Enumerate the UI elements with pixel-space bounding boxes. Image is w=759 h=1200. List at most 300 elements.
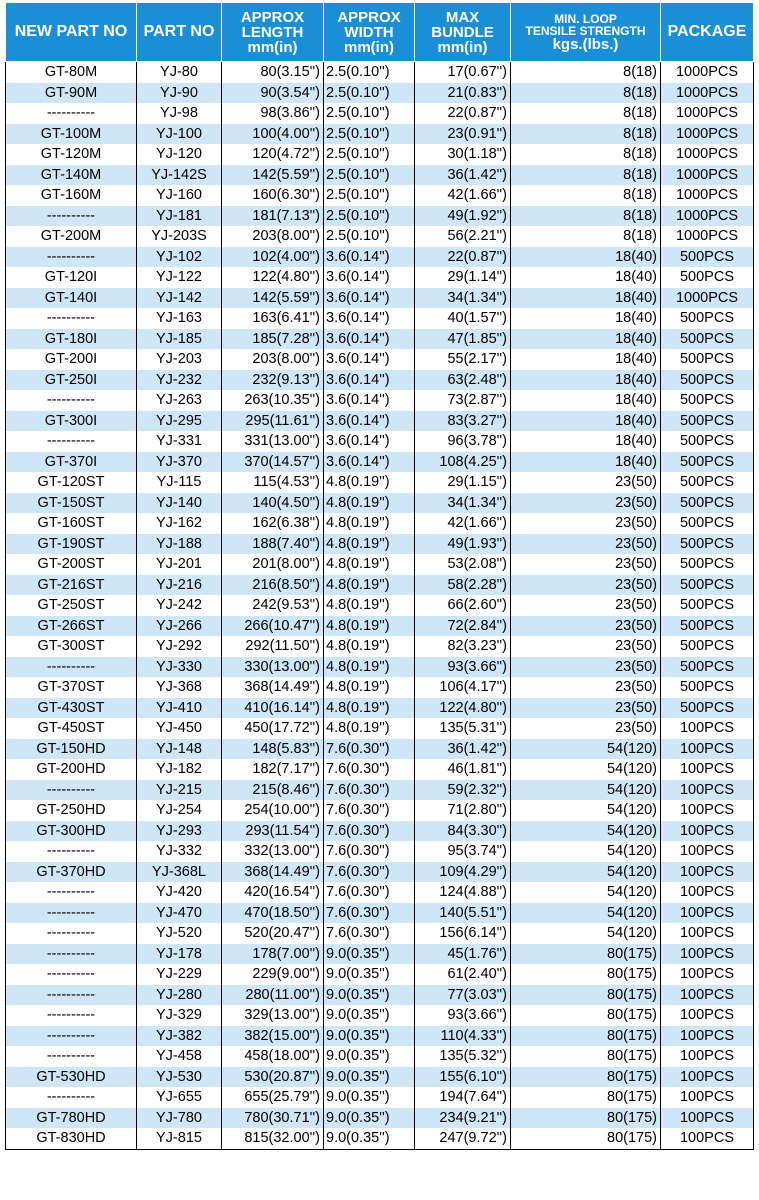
cell-width: 3.6(0.14'') (324, 452, 415, 473)
cell-length: 450(17.72'') (222, 718, 324, 739)
cell-tensile-strength: 23(50) (511, 534, 661, 555)
cell-tensile-strength: 8(18) (511, 185, 661, 206)
cell-package: 500PCS (661, 452, 754, 473)
cell-tensile-strength: 54(120) (511, 841, 661, 862)
cell-bundle: 56(2.21'') (415, 226, 511, 247)
cell-part-no: YJ-181 (137, 206, 222, 227)
header-length (222, 3, 324, 62)
table-row (6, 1087, 754, 1108)
cell-part-no: YJ-203S (137, 226, 222, 247)
cell-width: 2.5(0.10'') (324, 103, 415, 124)
table-row (6, 636, 754, 657)
cell-length: 185(7.28'') (222, 329, 324, 350)
cell-width: 3.6(0.14'') (324, 267, 415, 288)
table-row (6, 780, 754, 801)
cell-package: 500PCS (661, 472, 754, 493)
cell-package: 100PCS (661, 821, 754, 842)
cell-width: 2.5(0.10'') (324, 226, 415, 247)
cell-part-no: YJ-203 (137, 349, 222, 370)
cell-tensile-strength: 54(120) (511, 759, 661, 780)
cell-part-no: YJ-266 (137, 616, 222, 637)
cell-part-no: YJ-229 (137, 964, 222, 985)
cell-width: 4.8(0.19'') (324, 616, 415, 637)
table-row (6, 144, 754, 165)
cell-width: 7.6(0.30'') (324, 800, 415, 821)
cell-part-no: YJ-329 (137, 1005, 222, 1026)
cell-bundle: 124(4.88'') (415, 882, 511, 903)
cell-package: 100PCS (661, 718, 754, 739)
table-row (6, 247, 754, 268)
cell-width: 2.5(0.10'') (324, 165, 415, 186)
cell-width: 9.0(0.35'') (324, 1128, 415, 1149)
cell-width: 3.6(0.14'') (324, 390, 415, 411)
table-row (6, 821, 754, 842)
header-length-line1: APPROX (240, 8, 305, 26)
cell-part-no: YJ-80 (137, 62, 222, 83)
cell-bundle: 82(3.23'') (415, 636, 511, 657)
table-row (6, 288, 754, 309)
cell-new-part-no: GT-200I (6, 349, 137, 370)
cell-bundle: 29(1.15'') (415, 472, 511, 493)
cell-part-no: YJ-450 (137, 718, 222, 739)
table-row (6, 62, 754, 83)
cell-new-part-no: GT-190ST (6, 534, 137, 555)
cell-bundle: 42(1.66'') (415, 185, 511, 206)
cell-bundle: 155(6.10'') (415, 1067, 511, 1088)
cell-tensile-strength: 80(175) (511, 1128, 661, 1149)
table-row (6, 1128, 754, 1149)
cell-part-no: YJ-162 (137, 513, 222, 534)
header-bundle-line1: MAX (445, 8, 480, 26)
cell-package: 500PCS (661, 493, 754, 514)
cell-new-part-no: ---------- (6, 247, 137, 268)
cell-bundle: 21(0.83'') (415, 83, 511, 104)
cell-bundle: 122(4.80'') (415, 698, 511, 719)
cell-package: 100PCS (661, 1046, 754, 1067)
cell-package: 100PCS (661, 739, 754, 760)
table-row (6, 493, 754, 514)
cell-new-part-no: GT-370HD (6, 862, 137, 883)
cell-part-no: YJ-160 (137, 185, 222, 206)
cell-part-no: YJ-115 (137, 472, 222, 493)
cell-package: 100PCS (661, 780, 754, 801)
cell-width: 7.6(0.30'') (324, 821, 415, 842)
cell-length: 368(14.49'') (222, 862, 324, 883)
cell-new-part-no: ---------- (6, 206, 137, 227)
cell-tensile-strength: 23(50) (511, 595, 661, 616)
cell-part-no: YJ-368L (137, 862, 222, 883)
cell-tensile-strength: 54(120) (511, 739, 661, 760)
cell-new-part-no: GT-250I (6, 370, 137, 391)
table-row (6, 411, 754, 432)
cell-tensile-strength: 54(120) (511, 923, 661, 944)
cell-package: 1000PCS (661, 165, 754, 186)
cell-bundle: 66(2.60'') (415, 595, 511, 616)
cell-width: 7.6(0.30'') (324, 780, 415, 801)
table-row (6, 452, 754, 473)
cell-length: 229(9.00'') (222, 964, 324, 985)
cell-bundle: 36(1.42'') (415, 165, 511, 186)
cell-length: 98(3.86'') (222, 103, 324, 124)
cell-new-part-no: GT-160ST (6, 513, 137, 534)
header-tensile-line2: TENSILE STRENGTH (525, 23, 646, 38)
cell-part-no: YJ-178 (137, 944, 222, 965)
cell-part-no: YJ-410 (137, 698, 222, 719)
cell-width: 4.8(0.19'') (324, 698, 415, 719)
cell-package: 100PCS (661, 800, 754, 821)
cell-part-no: YJ-90 (137, 83, 222, 104)
table-row (6, 800, 754, 821)
table-row (6, 513, 754, 534)
cell-package: 500PCS (661, 370, 754, 391)
cell-new-part-no: GT-370I (6, 452, 137, 473)
cell-package: 1000PCS (661, 185, 754, 206)
cell-width: 4.8(0.19'') (324, 718, 415, 739)
cell-new-part-no: ---------- (6, 841, 137, 862)
cell-new-part-no: GT-200ST (6, 554, 137, 575)
cell-bundle: 95(3.74'') (415, 841, 511, 862)
cell-width: 4.8(0.19'') (324, 554, 415, 575)
cell-part-no: YJ-263 (137, 390, 222, 411)
cell-width: 2.5(0.10'') (324, 62, 415, 83)
cell-tensile-strength: 54(120) (511, 882, 661, 903)
cell-new-part-no: GT-300HD (6, 821, 137, 842)
cell-new-part-no: GT-120I (6, 267, 137, 288)
cell-new-part-no: GT-370ST (6, 677, 137, 698)
cell-bundle: 34(1.34'') (415, 493, 511, 514)
cell-length: 263(10.35'') (222, 390, 324, 411)
cell-tensile-strength: 18(40) (511, 390, 661, 411)
spec-table-container (5, 2, 753, 1150)
cell-package: 100PCS (661, 759, 754, 780)
cell-new-part-no: ---------- (6, 1026, 137, 1047)
header-width-unit: mm(in) (344, 38, 394, 56)
cell-width: 7.6(0.30'') (324, 841, 415, 862)
cell-length: 655(25.79'') (222, 1087, 324, 1108)
cell-width: 3.6(0.14'') (324, 431, 415, 452)
cell-part-no: YJ-370 (137, 452, 222, 473)
cell-length: 140(4.50'') (222, 493, 324, 514)
cell-new-part-no: ---------- (6, 780, 137, 801)
cell-part-no: YJ-216 (137, 575, 222, 596)
cell-bundle: 59(2.32'') (415, 780, 511, 801)
cell-tensile-strength: 54(120) (511, 780, 661, 801)
cell-part-no: YJ-120 (137, 144, 222, 165)
cell-width: 4.8(0.19'') (324, 472, 415, 493)
cell-bundle: 46(1.81'') (415, 759, 511, 780)
cell-width: 4.8(0.19'') (324, 493, 415, 514)
cell-tensile-strength: 80(175) (511, 1005, 661, 1026)
cell-bundle: 49(1.92'') (415, 206, 511, 227)
cell-tensile-strength: 8(18) (511, 226, 661, 247)
table-row (6, 657, 754, 678)
header-part-no: PART NO (137, 3, 222, 62)
cell-part-no: YJ-201 (137, 554, 222, 575)
header-package: PACKAGE (661, 3, 754, 62)
cell-length: 203(8.00'') (222, 349, 324, 370)
cell-tensile-strength: 18(40) (511, 431, 661, 452)
cell-bundle: 47(1.85'') (415, 329, 511, 350)
cell-package: 500PCS (661, 390, 754, 411)
table-row (6, 759, 754, 780)
cell-length: 330(13.00'') (222, 657, 324, 678)
cell-tensile-strength: 23(50) (511, 718, 661, 739)
cell-part-no: YJ-655 (137, 1087, 222, 1108)
cell-package: 1000PCS (661, 103, 754, 124)
cell-part-no: YJ-330 (137, 657, 222, 678)
cell-length: 163(6.41'') (222, 308, 324, 329)
table-row (6, 1046, 754, 1067)
cell-length: 370(14.57'') (222, 452, 324, 473)
cell-new-part-no: GT-450ST (6, 718, 137, 739)
cell-length: 142(5.59'') (222, 288, 324, 309)
cell-bundle: 72(2.84'') (415, 616, 511, 637)
cell-bundle: 135(5.31'') (415, 718, 511, 739)
cell-bundle: 77(3.03'') (415, 985, 511, 1006)
cell-tensile-strength: 80(175) (511, 964, 661, 985)
cell-package: 500PCS (661, 411, 754, 432)
cell-package: 100PCS (661, 923, 754, 944)
cell-package: 500PCS (661, 657, 754, 678)
cell-tensile-strength: 8(18) (511, 103, 661, 124)
cell-package: 500PCS (661, 267, 754, 288)
cell-new-part-no: GT-266ST (6, 616, 137, 637)
table-row (6, 944, 754, 965)
cell-bundle: 53(2.08'') (415, 554, 511, 575)
cell-length: 90(3.54'') (222, 83, 324, 104)
cell-new-part-no: ---------- (6, 1046, 137, 1067)
cell-package: 500PCS (661, 349, 754, 370)
cell-width: 3.6(0.14'') (324, 349, 415, 370)
cell-part-no: YJ-293 (137, 821, 222, 842)
cell-tensile-strength: 23(50) (511, 554, 661, 575)
cell-package: 1000PCS (661, 288, 754, 309)
cell-package: 1000PCS (661, 124, 754, 145)
cell-package: 500PCS (661, 677, 754, 698)
cell-length: 382(15.00'') (222, 1026, 324, 1047)
cell-new-part-no: GT-300ST (6, 636, 137, 657)
cell-part-no: YJ-102 (137, 247, 222, 268)
table-row (6, 616, 754, 637)
cell-length: 780(30.71'') (222, 1108, 324, 1129)
table-row (6, 1005, 754, 1026)
cell-package: 100PCS (661, 862, 754, 883)
table-row (6, 226, 754, 247)
cell-new-part-no: GT-830HD (6, 1128, 137, 1149)
cell-bundle: 135(5.32'') (415, 1046, 511, 1067)
cell-width: 4.8(0.19'') (324, 677, 415, 698)
cell-package: 500PCS (661, 534, 754, 555)
cell-new-part-no: ---------- (6, 431, 137, 452)
cell-width: 9.0(0.35'') (324, 1046, 415, 1067)
cell-width: 7.6(0.30'') (324, 903, 415, 924)
cell-part-no: YJ-331 (137, 431, 222, 452)
cell-part-no: YJ-470 (137, 903, 222, 924)
cell-bundle: 140(5.51'') (415, 903, 511, 924)
cell-new-part-no: GT-216ST (6, 575, 137, 596)
cell-tensile-strength: 54(120) (511, 800, 661, 821)
header-length-unit: mm(in) (247, 38, 298, 56)
cell-length: 254(10.00'') (222, 800, 324, 821)
table-row (6, 1067, 754, 1088)
cell-part-no: YJ-142S (137, 165, 222, 186)
cell-package: 500PCS (661, 575, 754, 596)
table-row (6, 185, 754, 206)
cell-length: 122(4.80'') (222, 267, 324, 288)
cell-width: 3.6(0.14'') (324, 247, 415, 268)
table-row (6, 329, 754, 350)
cell-package: 100PCS (661, 964, 754, 985)
cell-tensile-strength: 23(50) (511, 575, 661, 596)
cell-package: 100PCS (661, 1128, 754, 1149)
cell-bundle: 63(2.48'') (415, 370, 511, 391)
cell-package: 100PCS (661, 1067, 754, 1088)
cell-bundle: 73(2.87'') (415, 390, 511, 411)
cell-bundle: 194(7.64'') (415, 1087, 511, 1108)
cell-width: 9.0(0.35'') (324, 1108, 415, 1129)
cell-new-part-no: ---------- (6, 923, 137, 944)
cell-bundle: 22(0.87'') (415, 247, 511, 268)
cell-length: 148(5.83'') (222, 739, 324, 760)
table-row (6, 718, 754, 739)
cell-length: 160(6.30'') (222, 185, 324, 206)
cell-new-part-no: GT-430ST (6, 698, 137, 719)
cell-part-no: YJ-382 (137, 1026, 222, 1047)
cell-part-no: YJ-530 (137, 1067, 222, 1088)
cell-package: 500PCS (661, 636, 754, 657)
cell-new-part-no: GT-150ST (6, 493, 137, 514)
cell-length: 331(13.00'') (222, 431, 324, 452)
cell-tensile-strength: 8(18) (511, 124, 661, 145)
table-row (6, 206, 754, 227)
cell-width: 9.0(0.35'') (324, 1005, 415, 1026)
cell-tensile-strength: 54(120) (511, 862, 661, 883)
cell-length: 329(13.00'') (222, 1005, 324, 1026)
cell-width: 4.8(0.19'') (324, 636, 415, 657)
cell-tensile-strength: 23(50) (511, 493, 661, 514)
cell-bundle: 84(3.30'') (415, 821, 511, 842)
table-row (6, 534, 754, 555)
cell-bundle: 23(0.91'') (415, 124, 511, 145)
cell-length: 162(6.38'') (222, 513, 324, 534)
cell-package: 500PCS (661, 247, 754, 268)
cell-tensile-strength: 8(18) (511, 83, 661, 104)
header-tensile-unit: kgs.(lbs.) (552, 35, 619, 53)
cell-new-part-no: GT-250HD (6, 800, 137, 821)
cell-part-no: YJ-295 (137, 411, 222, 432)
cell-new-part-no: GT-100M (6, 124, 137, 145)
table-row (6, 575, 754, 596)
cell-bundle: 40(1.57'') (415, 308, 511, 329)
table-row (6, 698, 754, 719)
header-bundle (415, 3, 511, 62)
cell-bundle: 96(3.78'') (415, 431, 511, 452)
cell-tensile-strength: 18(40) (511, 370, 661, 391)
cell-width: 3.6(0.14'') (324, 288, 415, 309)
cell-width: 2.5(0.10'') (324, 124, 415, 145)
table-header (6, 3, 754, 62)
table-row (6, 390, 754, 411)
cell-length: 203(8.00'') (222, 226, 324, 247)
cell-width: 3.6(0.14'') (324, 411, 415, 432)
cell-new-part-no: ---------- (6, 985, 137, 1006)
header-width-line2: WIDTH (344, 23, 394, 41)
cell-tensile-strength: 18(40) (511, 452, 661, 473)
cell-bundle: 42(1.66'') (415, 513, 511, 534)
cell-package: 100PCS (661, 1108, 754, 1129)
cell-bundle: 234(9.21'') (415, 1108, 511, 1129)
cell-width: 4.8(0.19'') (324, 575, 415, 596)
cell-part-no: YJ-122 (137, 267, 222, 288)
table-row (6, 985, 754, 1006)
cell-length: 470(18.50'') (222, 903, 324, 924)
cell-width: 9.0(0.35'') (324, 1026, 415, 1047)
cell-new-part-no: GT-80M (6, 62, 137, 83)
cell-package: 100PCS (661, 903, 754, 924)
header-new-part-no: NEW PART NO (6, 3, 137, 62)
cell-length: 232(9.13'') (222, 370, 324, 391)
cell-new-part-no: ---------- (6, 308, 137, 329)
cell-width: 9.0(0.35'') (324, 964, 415, 985)
cell-bundle: 36(1.42'') (415, 739, 511, 760)
cell-package: 500PCS (661, 595, 754, 616)
cell-width: 9.0(0.35'') (324, 1087, 415, 1108)
cell-tensile-strength: 80(175) (511, 1026, 661, 1047)
cell-part-no: YJ-182 (137, 759, 222, 780)
cell-bundle: 156(6.14'') (415, 923, 511, 944)
cell-length: 178(7.00'') (222, 944, 324, 965)
cell-width: 2.5(0.10'') (324, 206, 415, 227)
cell-bundle: 110(4.33'') (415, 1026, 511, 1047)
cell-tensile-strength: 18(40) (511, 411, 661, 432)
cell-new-part-no: GT-200M (6, 226, 137, 247)
cell-length: 242(9.53'') (222, 595, 324, 616)
cell-part-no: YJ-142 (137, 288, 222, 309)
table-row (6, 165, 754, 186)
cell-tensile-strength: 80(175) (511, 985, 661, 1006)
cell-new-part-no: ---------- (6, 882, 137, 903)
cell-width: 2.5(0.10'') (324, 185, 415, 206)
cell-part-no: YJ-332 (137, 841, 222, 862)
cell-length: 120(4.72'') (222, 144, 324, 165)
table-row (6, 964, 754, 985)
cell-part-no: YJ-98 (137, 103, 222, 124)
header-length-line2: LENGTH (241, 23, 304, 41)
table-row (6, 862, 754, 883)
cell-tensile-strength: 23(50) (511, 677, 661, 698)
cell-package: 100PCS (661, 985, 754, 1006)
header-row (6, 3, 754, 62)
cell-package: 500PCS (661, 329, 754, 350)
cell-tensile-strength: 23(50) (511, 636, 661, 657)
cell-tensile-strength: 23(50) (511, 657, 661, 678)
cell-bundle: 34(1.34'') (415, 288, 511, 309)
table-row (6, 431, 754, 452)
cell-length: 115(4.53'') (222, 472, 324, 493)
cell-tensile-strength: 8(18) (511, 62, 661, 83)
cell-package: 100PCS (661, 1005, 754, 1026)
cell-width: 7.6(0.30'') (324, 882, 415, 903)
cell-new-part-no: GT-140M (6, 165, 137, 186)
cell-package: 1000PCS (661, 83, 754, 104)
table-row (6, 308, 754, 329)
cell-part-no: YJ-185 (137, 329, 222, 350)
cell-bundle: 247(9.72'') (415, 1128, 511, 1149)
cell-part-no: YJ-100 (137, 124, 222, 145)
cell-package: 500PCS (661, 513, 754, 534)
cell-part-no: YJ-148 (137, 739, 222, 760)
cell-width: 9.0(0.35'') (324, 985, 415, 1006)
